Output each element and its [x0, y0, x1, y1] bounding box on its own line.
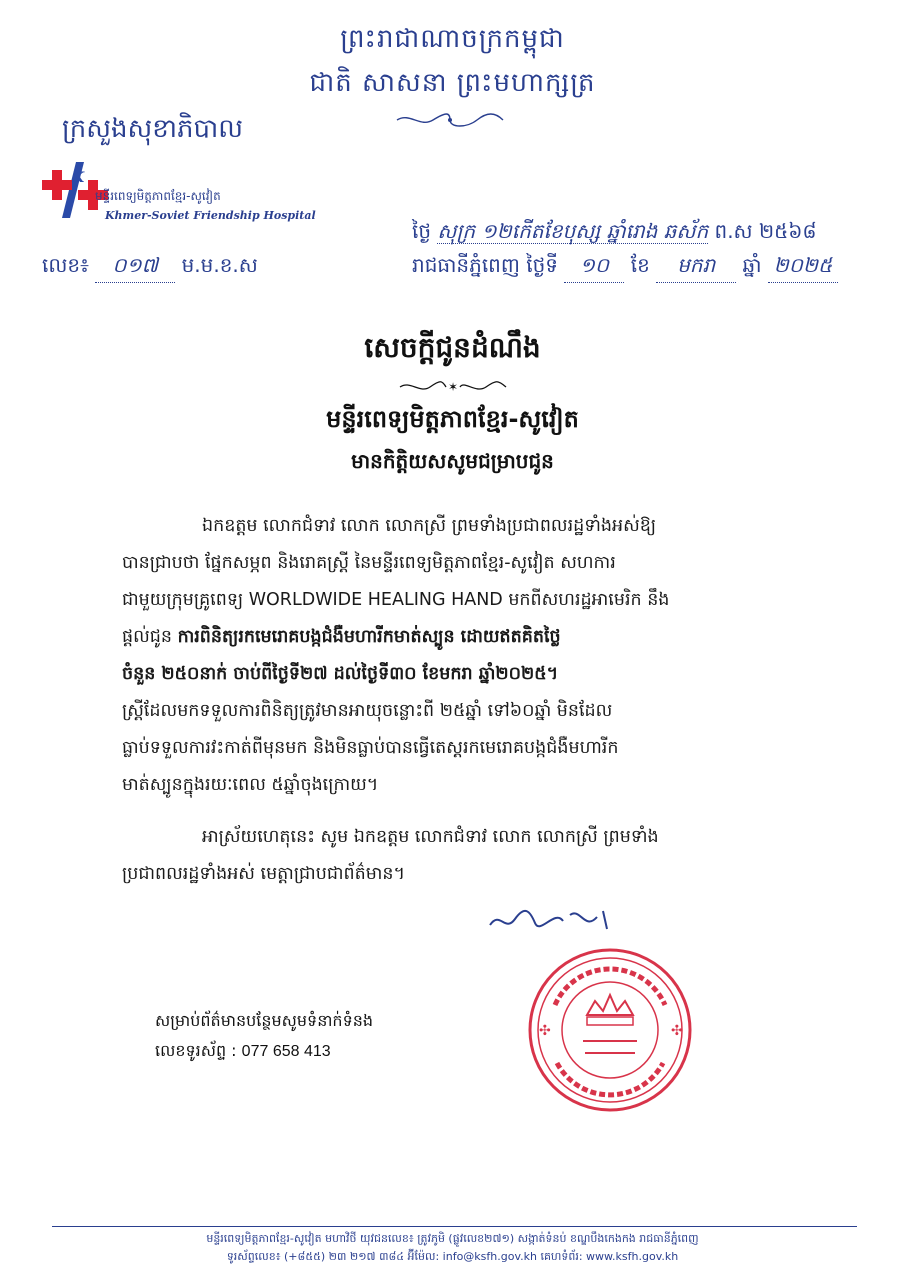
date-month-label: ខែ: [630, 253, 650, 277]
issuer-greeting: មានកិត្តិយសសូមជម្រាបជូន: [351, 449, 554, 473]
body-line: ជាមួយក្រុមគ្រូពេទ្យ WORLDWIDE HEALING HAND មកពីសហរដ្ឋអាមេរិក នឹង: [122, 590, 670, 610]
contact-label: សម្រាប់ព័ត៌មានបន្ថែមសូមទំនាក់ទំនង: [155, 1011, 374, 1030]
ministry-name: ក្រសួងសុខាភិបាល: [62, 114, 244, 144]
reference-suffix: ម.ម.ខ.ស: [181, 253, 258, 277]
lunar-date-suffix: ព.ស ២៥៦៨: [714, 219, 817, 243]
date-month: មករា: [656, 252, 736, 283]
title-ornament-icon: [398, 380, 508, 394]
reference-prefix: លេខ៖: [42, 253, 89, 277]
solar-date: [412, 252, 838, 283]
header-ornament-icon: [395, 112, 505, 128]
date-year: ២០២៥: [768, 252, 838, 283]
svg-text:✣: ✣: [539, 1023, 551, 1039]
date-day: ១០: [564, 252, 624, 283]
issuer-name: មន្ទីរពេទ្យមិត្តភាពខ្មែរ-សូវៀត: [326, 405, 579, 433]
kingdom-heading: ព្រះរាជាណាចក្រកម្ពុជា: [340, 24, 565, 54]
body-line: អាស្រ័យហេតុនេះ សូម ឯកឧត្តម លោកជំទាវ លោក លោកស្រី ព្រមទាំង: [202, 827, 659, 847]
body-line: ស្ត្រីដែលមកទទួលការពិនិត្យត្រូវមានអាយុចន្លោះពី ២៥ឆ្នាំ ទៅ៦០ឆ្នាំ មិនដែល: [122, 701, 613, 721]
svg-text:✶: ✶: [447, 380, 459, 394]
official-stamp-icon: [525, 945, 695, 1115]
paragraph-spacer: [122, 804, 782, 819]
body-line: បានជ្រាបថា ផ្នែកសម្ភព និងរោគស្ត្រី នៃមន្ទីរពេទ្យមិត្តភាពខ្មែរ-សូវៀត សហការ: [122, 553, 616, 573]
announcement-body: [122, 508, 782, 893]
body-line: ប្រជាពលរដ្ឋទាំងអស់ មេត្តាជ្រាបជាព័ត៌មាន។: [122, 864, 406, 884]
date-year-label: ឆ្នាំ: [742, 253, 762, 277]
footer-contact: ទូរស័ព្ទលេខ៖ (+៨៥៥) ២៣ ២១៧ ៣៨៤ អ៊ីម៉ែល: info@ksfh.gov.kh គេហទំព័រ: www.ksfh.gov.kh: [226, 1250, 679, 1263]
hospital-name-kh: មន្ទីរពេទ្យមិត្តភាពខ្មែរ-សូវៀត: [95, 189, 221, 203]
body-line: ធ្លាប់ទទួលការវះកាត់ពីមុនមក និងមិនធ្លាប់បានធ្វើតេស្តរកមេរោគបង្កជំងឺមហារីក: [122, 738, 619, 758]
phone-number: 077 658 413: [241, 1043, 331, 1060]
footer-address: មន្ទីរពេទ្យមិត្តភាពខ្មែរ-សូវៀត មហាវិថី យុវជនលេខ៖ ត្រូវភូមិ (ផ្លូវលេខ២៧១) សង្កាត់ទំនប់ ខណ្ឌបឹងកេងកង រាជធានីភ្នំពេញ: [206, 1232, 699, 1245]
screening-details: ចំនួន ២៥០នាក់ ចាប់ពីថ្ងៃទី២៧ ដល់ថ្ងៃទី៣០ ខែមករា ឆ្នាំ២០២៥។: [122, 664, 559, 684]
national-motto: ជាតិ សាសនា ព្រះមហាក្សត្រ: [309, 68, 596, 98]
body-line: [122, 619, 782, 656]
lunar-date: [412, 218, 817, 248]
reference-number: [42, 252, 258, 283]
date-place-prefix: រាជធានីភ្នំពេញ ថ្ងៃទី: [412, 253, 559, 277]
footer-divider: [52, 1226, 857, 1227]
svg-text:✣: ✣: [671, 1023, 683, 1039]
body-text: ផ្ដល់ជូន: [122, 627, 178, 647]
body-line: មាត់ស្បូនក្នុងរយៈពេល ៥ឆ្នាំចុងក្រោយ។: [122, 775, 379, 795]
hospital-name-en: Khmer-Soviet Friendship Hospital: [105, 209, 316, 222]
contact-phone-row: [155, 1040, 331, 1064]
signature-icon: [485, 905, 615, 935]
lunar-date-prefix: ថ្ងៃ: [412, 219, 432, 243]
body-line: ឯកឧត្តម លោកជំទាវ លោក លោកស្រី ព្រមទាំងប្រជាពលរដ្ឋទាំងអស់ឱ្យ: [202, 516, 657, 536]
phone-label: លេខទូរស័ព្ទ :: [155, 1041, 237, 1060]
screening-service: ការពិនិត្យរកមេរោគបង្កជំងឺមហារីកមាត់ស្បូន ដោយឥតគិតថ្លៃ: [177, 627, 561, 647]
document-title: សេចក្ដីជូនដំណឹង: [364, 331, 541, 364]
lunar-date-handwritten: សុក្រ ១២កើតខែបុស្ស ឆ្នាំរោង ឆស័ក: [437, 219, 709, 243]
reference-value: ០១៧: [95, 252, 175, 283]
logo-lettering: K: [72, 170, 85, 186]
